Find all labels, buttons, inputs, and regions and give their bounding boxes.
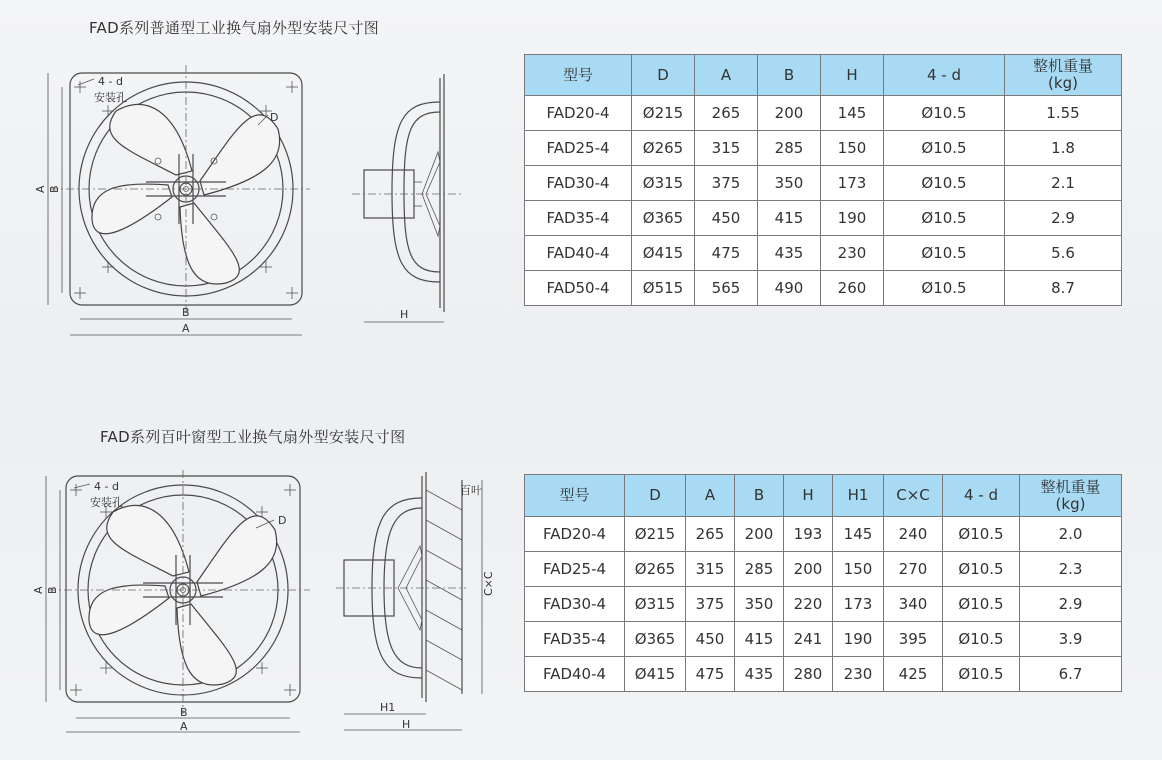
cell: 415 (758, 201, 821, 236)
cell: 395 (884, 622, 943, 657)
cell: Ø515 (632, 271, 695, 306)
section1-title: FAD系列普通型工业换气扇外型安装尺寸图 (89, 19, 380, 37)
cell: 285 (758, 131, 821, 166)
cell: 450 (695, 201, 758, 236)
cell: 450 (686, 622, 735, 657)
cxc-label: C×C (482, 571, 495, 596)
cell: 340 (884, 587, 943, 622)
cell: Ø265 (625, 552, 686, 587)
cell: 3.9 (1020, 622, 1122, 657)
cell: 145 (833, 517, 884, 552)
cell: 5.6 (1005, 236, 1122, 271)
hole-label-1-s2: 4 - d (94, 480, 119, 493)
table-row (525, 587, 1122, 622)
cell: 2.1 (1005, 166, 1122, 201)
table-row (525, 552, 1122, 587)
col-header: D (632, 55, 695, 96)
cell: Ø10.5 (884, 131, 1005, 166)
cell: 1.55 (1005, 96, 1122, 131)
table-header-row (525, 55, 1122, 96)
cell: 490 (758, 271, 821, 306)
table-row (525, 131, 1122, 166)
cell: 193 (784, 517, 833, 552)
a-horizontal-label: A (182, 322, 190, 335)
col-header-weight: 整机重量 (kg) (1020, 475, 1122, 517)
cell: 565 (695, 271, 758, 306)
col-header-weight: 整机重量 (kg) (1005, 55, 1122, 96)
col-header: H (784, 475, 833, 517)
cell: 350 (735, 587, 784, 622)
cell: 260 (821, 271, 884, 306)
cell: 200 (735, 517, 784, 552)
front-view-drawing-1 (30, 65, 310, 345)
cell: Ø10.5 (943, 587, 1020, 622)
hole-label-2-s2: 安装孔 (90, 496, 123, 509)
side-view-drawing-2 (336, 470, 506, 740)
col-header: D (625, 475, 686, 517)
a-horizontal-label-s2: A (180, 720, 188, 733)
cell: Ø10.5 (943, 622, 1020, 657)
cell: Ø315 (625, 587, 686, 622)
cell: Ø10.5 (943, 657, 1020, 692)
table-row (525, 517, 1122, 552)
cell: 435 (758, 236, 821, 271)
cell: 230 (821, 236, 884, 271)
cell: 315 (686, 552, 735, 587)
cell: 8.7 (1005, 271, 1122, 306)
cell: Ø10.5 (884, 271, 1005, 306)
cell: 200 (784, 552, 833, 587)
cell: 425 (884, 657, 943, 692)
b-horizontal-label: B (182, 306, 190, 319)
cell: FAD25-4 (525, 131, 632, 166)
cell: 475 (695, 236, 758, 271)
hole-label-2: 安装孔 (94, 91, 127, 104)
cell: FAD25-4 (525, 552, 625, 587)
cell: Ø10.5 (943, 517, 1020, 552)
hole-label-1: 4 - d (98, 75, 123, 88)
cell: Ø315 (632, 166, 695, 201)
cell: 6.7 (1020, 657, 1122, 692)
cell: Ø10.5 (884, 201, 1005, 236)
cell: 190 (833, 622, 884, 657)
col-header: B (735, 475, 784, 517)
cell: 240 (884, 517, 943, 552)
col-header: B (758, 55, 821, 96)
cell: 230 (833, 657, 884, 692)
col-header: H1 (833, 475, 884, 517)
col-header: 型号 (525, 475, 625, 517)
cell: Ø415 (625, 657, 686, 692)
cell: Ø10.5 (884, 166, 1005, 201)
front-view-drawing-2 (30, 470, 310, 742)
col-header: A (695, 55, 758, 96)
cell: 270 (884, 552, 943, 587)
cell: 241 (784, 622, 833, 657)
cell: 145 (821, 96, 884, 131)
cell: FAD40-4 (525, 236, 632, 271)
table-row (525, 271, 1122, 306)
cell: 265 (695, 96, 758, 131)
cell: Ø215 (632, 96, 695, 131)
col-header: 4 - d (884, 55, 1005, 96)
d-label: D (270, 111, 279, 124)
table-row (525, 622, 1122, 657)
cell: FAD35-4 (525, 622, 625, 657)
cell: Ø10.5 (943, 552, 1020, 587)
col-header: C×C (884, 475, 943, 517)
cell: 435 (735, 657, 784, 692)
cell: 475 (686, 657, 735, 692)
cell: 350 (758, 166, 821, 201)
spec-table-1 (524, 54, 1122, 306)
col-header: H (821, 55, 884, 96)
a-vertical-label: A (34, 185, 47, 193)
cell: FAD40-4 (525, 657, 625, 692)
cell: 2.9 (1020, 587, 1122, 622)
cell: FAD35-4 (525, 201, 632, 236)
cell: 150 (833, 552, 884, 587)
table-row (525, 657, 1122, 692)
b-vertical-label: B (48, 185, 61, 193)
cell: 375 (695, 166, 758, 201)
louver-label: 百叶 (460, 484, 482, 497)
cell: 173 (821, 166, 884, 201)
cell: 150 (821, 131, 884, 166)
cell: 200 (758, 96, 821, 131)
cell: 265 (686, 517, 735, 552)
cell: FAD20-4 (525, 517, 625, 552)
cell: FAD30-4 (525, 166, 632, 201)
cell: 375 (686, 587, 735, 622)
table-header-row (525, 475, 1122, 517)
cell: 2.3 (1020, 552, 1122, 587)
cell: Ø10.5 (884, 96, 1005, 131)
cell: FAD30-4 (525, 587, 625, 622)
b-horizontal-label-s2: B (180, 706, 188, 719)
side-view-drawing-1 (352, 72, 462, 332)
a-vertical-label-s2: A (32, 586, 45, 594)
cell: Ø265 (632, 131, 695, 166)
cell: 173 (833, 587, 884, 622)
h-label-s2: H (402, 718, 411, 731)
cell: 285 (735, 552, 784, 587)
cell: FAD50-4 (525, 271, 632, 306)
cell: Ø415 (632, 236, 695, 271)
col-header: 型号 (525, 55, 632, 96)
cell: Ø215 (625, 517, 686, 552)
cell: Ø10.5 (884, 236, 1005, 271)
cell: Ø365 (632, 201, 695, 236)
col-header: A (686, 475, 735, 517)
h1-label: H1 (380, 701, 396, 714)
cell: FAD20-4 (525, 96, 632, 131)
cell: 220 (784, 587, 833, 622)
spec-table-2 (524, 474, 1122, 692)
b-vertical-label-s2: B (46, 586, 59, 594)
cell: 1.8 (1005, 131, 1122, 166)
h-label: H (400, 308, 409, 321)
d-label-s2: D (278, 514, 287, 527)
section2-title: FAD系列百叶窗型工业换气扇外型安装尺寸图 (100, 428, 406, 446)
table-row (525, 96, 1122, 131)
cell: Ø365 (625, 622, 686, 657)
table-row (525, 201, 1122, 236)
cell: 280 (784, 657, 833, 692)
cell: 190 (821, 201, 884, 236)
col-header: 4 - d (943, 475, 1020, 517)
cell: 415 (735, 622, 784, 657)
cell: 2.0 (1020, 517, 1122, 552)
table-row (525, 166, 1122, 201)
cell: 315 (695, 131, 758, 166)
table-row (525, 236, 1122, 271)
cell: 2.9 (1005, 201, 1122, 236)
